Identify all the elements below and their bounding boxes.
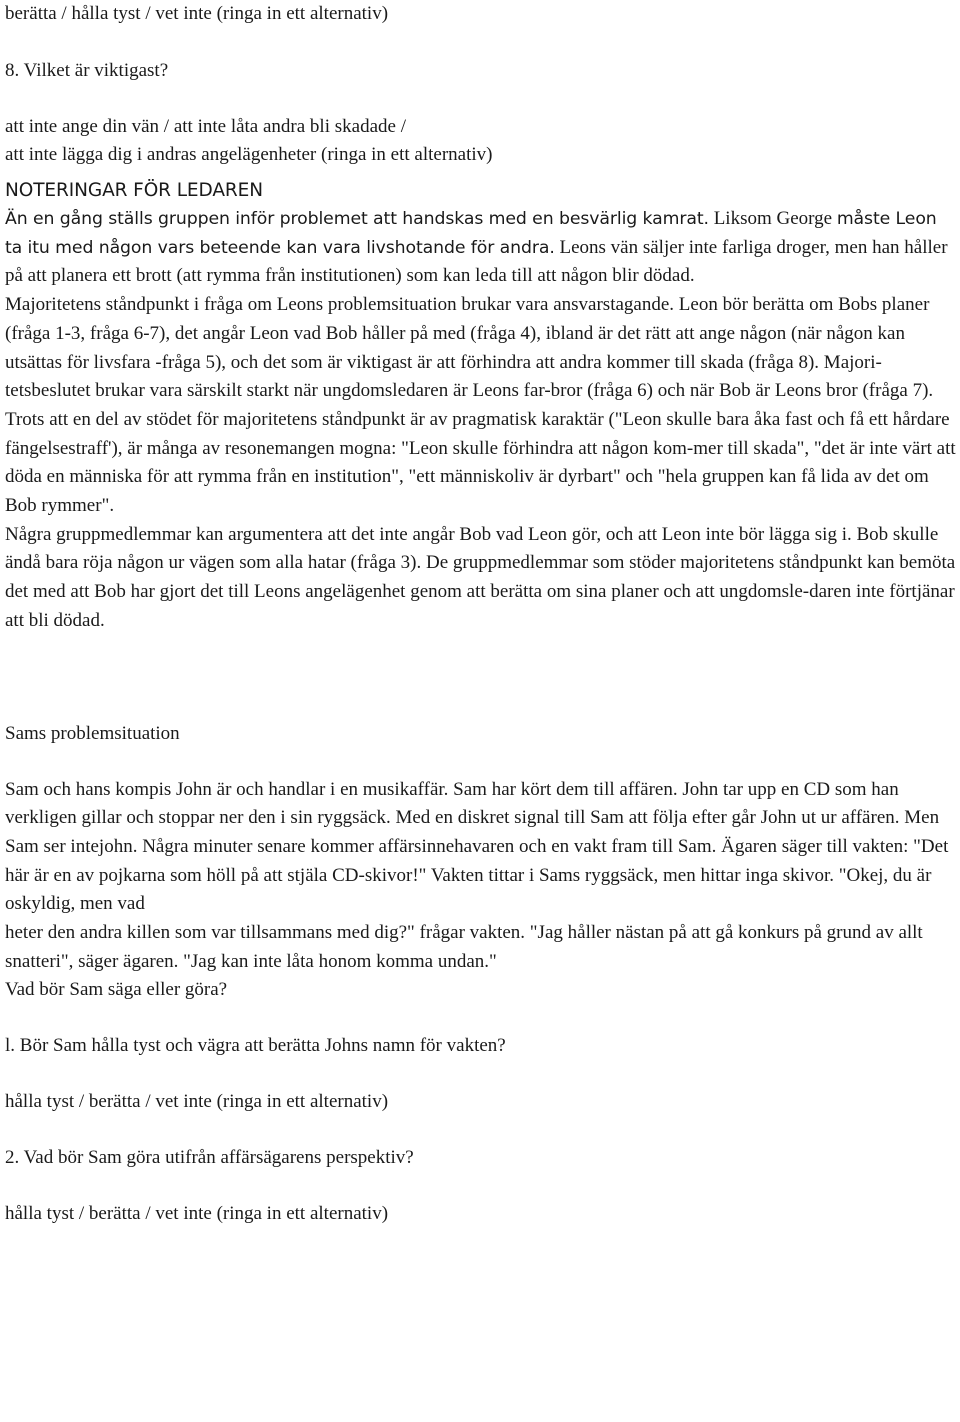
notes-heading: NOTERINGAR FÖR LEDAREN [5, 180, 263, 201]
sam-question-2-options: hålla tyst / berätta / vet inte (ringa in ett alternativ) [5, 1203, 389, 1225]
notes-paragraph-4: Några gruppmedlemmar kan argumentera att det inte angår Bob vad Leon gör, och att Leon inte bör lägga sig i. Bob skulle ändå bara röja någon ur vägen som alla hatar (fråga 3). De gruppmedlemmar som stöder majoritetens ståndpunkt kan bemöta det med att Bob har gjort det till Leons angelägenhet genom att berätta om sina planer och att ungdomsle-daren inte förtjänar att bli dödad. [5, 523, 956, 631]
sam-story-part-2: heter den andra killen som var tillsammans med dig?" frågar vakten. "Jag håller nästan på att gå konkurs på grund av allt snatteri", säger ägaren. "Jag kan inte låta honom komma undan." [5, 922, 923, 972]
notes-paragraph-1 [5, 205, 957, 291]
sam-question-1: l. Bör Sam hålla tyst och vägra att berätta Johns namn för vakten? [5, 1035, 506, 1057]
sam-story-part-1: Sam och hans kompis John är och handlar i en musikaffär. Sam har kört dem till affären. John tar upp en CD som han verkligen gillar och stoppar ner den i sin ryggsäck. Med en diskret signal till Sam att följa efter går John ut ur affären. Men Sam ser intejohn. Några minuter senare kommer affärsinnehavaren och en vakt fram till Sam. Ägaren säger till vakten: "Det här är en av pojkarna som höll på att stjäla CD-skivor!" Vakten tittar i Sams ryggsäck, men hittar inga skivor. "Okej, du är oskyldig, men vad [5, 778, 949, 915]
document-page [5, 0, 957, 1228]
notes-p1-sans-part-2: måste Leon ta itu med någon vars beteende kan vara livshotande för andra. [5, 209, 937, 258]
question-8-options-line-2: att inte lägga dig i andras angelägenheter (ringa in ett alternativ) [5, 144, 493, 165]
sam-question-1-options: hålla tyst / berätta / vet inte (ringa in ett alternativ) [5, 1091, 389, 1113]
sam-story-question: Vad bör Sam säga eller göra? [5, 979, 228, 1001]
question-8-options-line-1: att inte ange din vän / att inte låta andra bli skadade / [5, 116, 406, 137]
notes-paragraph-3: Trots att en del av stödet för majoritetens ståndpunkt är av pragmatisk karaktär ("Leon skulle bara åka fast och få ett hårdare fängelsestraff'), är många av resonemangen mogna: "Leon skulle förhindra att någon kom-mer till skada", "det är inte värt att döda en människa för att rymma från en institution", "ett människoliv är dyrbart" och "hela gruppen kan få lida av det om Bob rymmer". [5, 408, 956, 517]
notes-p1-serif-part-2: Leons vän säljer inte farliga droger, men han håller på att planera ett brott (att rymma från institutionen) som kan leda till att någon blir dödad. [5, 236, 948, 287]
notes-p1-serif-part-1: Liksom George [708, 208, 837, 229]
question-8: 8. Vilket är viktigast? [5, 60, 169, 81]
notes-paragraph-2: Majoritetens ståndpunkt i fråga om Leons problemsituation brukar vara ansvarstagande. Leon bör berätta om Bobs planer (fråga 1-3, fråga 6-7), det angår Leon vad Bob håller på med (fråga 4), ibland är det rätt att ange någon (när någon kan utsättas för livsfara -fråga 5), och det som är viktigast är att förhindra att andra kommer till skada (fråga 8). Majori-tetsbeslutet brukar vara särskilt starkt när ungdomsledaren är Leons far-bror (fråga 6) och när Bob är Leons bror (fråga 7). [5, 294, 934, 402]
sam-heading: Sams problemsituation [5, 722, 180, 744]
answer-options-line: berätta / hålla tyst / vet inte (ringa in ett alternativ) [5, 3, 389, 24]
sam-question-2: 2. Vad bör Sam göra utifrån affärsägarens perspektiv? [5, 1147, 414, 1169]
notes-p1-sans-part-1: Än en gång ställs gruppen inför problemet att handskas med en besvärlig kamrat. [5, 209, 709, 229]
